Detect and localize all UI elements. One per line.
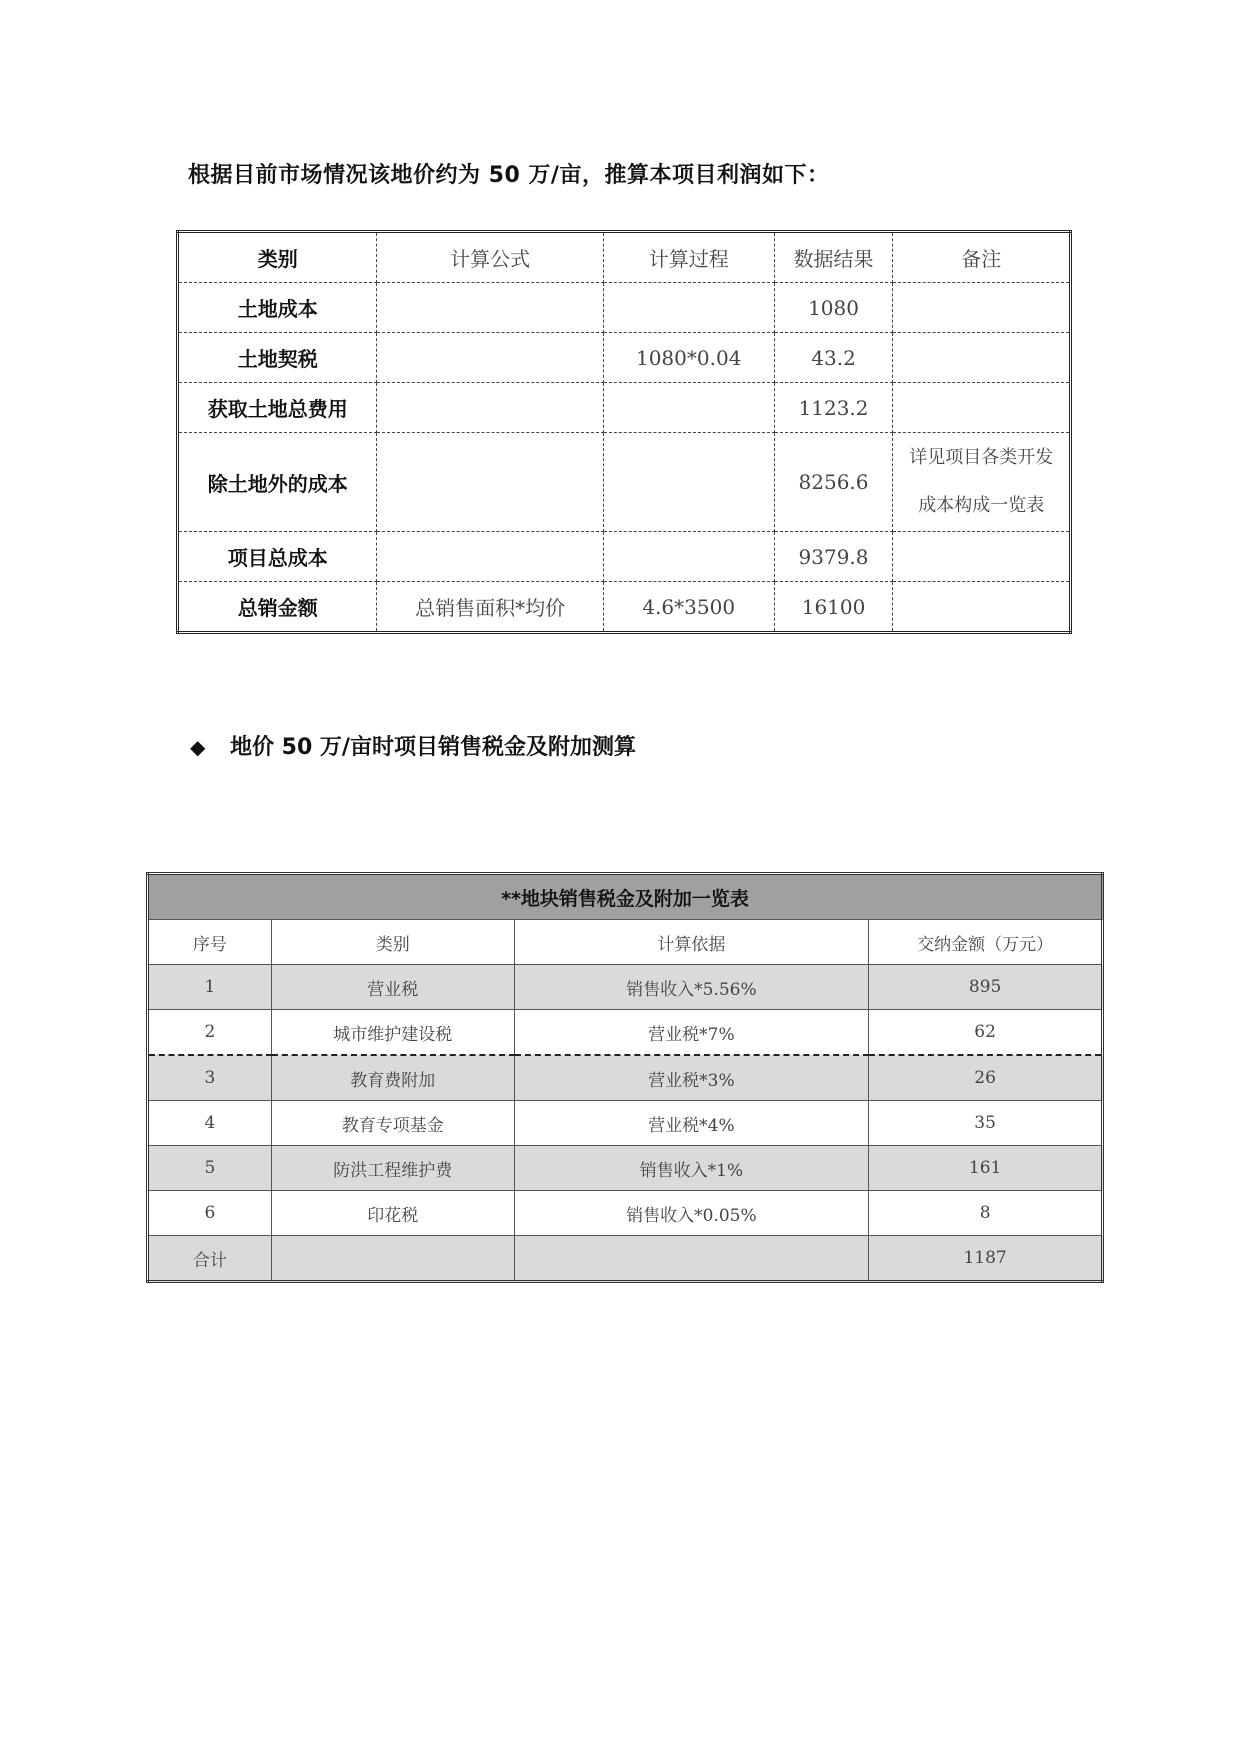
- row-formula: [377, 383, 603, 433]
- row-amount: 895: [869, 965, 1103, 1010]
- total-amount: 1187: [869, 1236, 1103, 1282]
- table-row: [178, 383, 1071, 433]
- row-basis: 销售收入*1%: [514, 1146, 869, 1191]
- row-note: [893, 283, 1071, 333]
- table-row: [148, 1101, 1103, 1146]
- header-note: 备注: [893, 232, 1071, 283]
- row-result: 43.2: [774, 333, 893, 383]
- header-process: 计算过程: [603, 232, 774, 283]
- row-no: 3: [148, 1055, 272, 1101]
- section-heading: [190, 730, 636, 761]
- row-amount: 62: [869, 1010, 1103, 1056]
- total-label: 合计: [148, 1236, 272, 1282]
- header-no: 序号: [148, 920, 272, 965]
- row-note: [893, 532, 1071, 582]
- row-process: 1080*0.04: [603, 333, 774, 383]
- header-result: 数据结果: [774, 232, 893, 283]
- row-basis: 销售收入*5.56%: [514, 965, 869, 1010]
- row-category: 教育专项基金: [271, 1101, 514, 1146]
- table-row: [148, 965, 1103, 1010]
- row-category: 项目总成本: [178, 532, 377, 582]
- row-category: 土地成本: [178, 283, 377, 333]
- row-formula: [377, 333, 603, 383]
- table-row: [148, 1055, 1103, 1101]
- row-note: [893, 383, 1071, 433]
- total-row: [148, 1236, 1103, 1282]
- row-category: 城市维护建设税: [271, 1010, 514, 1056]
- tax-table: [146, 872, 1104, 1283]
- row-process: [603, 283, 774, 333]
- row-note: [893, 333, 1071, 383]
- table-row: [148, 1146, 1103, 1191]
- header-category: 类别: [271, 920, 514, 965]
- header-formula: 计算公式: [377, 232, 603, 283]
- row-note: [893, 433, 1071, 532]
- row-formula: [377, 532, 603, 582]
- row-formula: 总销售面积*均价: [377, 582, 603, 633]
- note-line-1: 详见项目各类开发: [909, 447, 1054, 468]
- row-no: 6: [148, 1191, 272, 1236]
- row-no: 5: [148, 1146, 272, 1191]
- row-amount: 26: [869, 1055, 1103, 1101]
- table-row: [178, 283, 1071, 333]
- tax-table-header-row: [148, 920, 1103, 965]
- table-row: [148, 1010, 1103, 1056]
- row-basis: 营业税*3%: [514, 1055, 869, 1101]
- note-line-2: 成本构成一览表: [918, 495, 1045, 516]
- row-category: 总销金额: [178, 582, 377, 633]
- tax-table-title: **地块销售税金及附加一览表: [148, 874, 1103, 920]
- row-category: 教育费附加: [271, 1055, 514, 1101]
- row-basis: 营业税*4%: [514, 1101, 869, 1146]
- header-basis: 计算依据: [514, 920, 869, 965]
- tax-table-title-row: [148, 874, 1103, 920]
- row-basis: 销售收入*0.05%: [514, 1191, 869, 1236]
- table-row: [178, 433, 1071, 532]
- row-no: 1: [148, 965, 272, 1010]
- row-result: 9379.8: [774, 532, 893, 582]
- diamond-bullet-icon: ◆: [190, 735, 206, 759]
- header-amount: 交纳金额（万元）: [869, 920, 1103, 965]
- row-process: 4.6*3500: [603, 582, 774, 633]
- row-no: 4: [148, 1101, 272, 1146]
- row-formula: [377, 283, 603, 333]
- profit-table: [176, 230, 1072, 634]
- row-result: 1080: [774, 283, 893, 333]
- table-row: [178, 532, 1071, 582]
- row-process: [603, 383, 774, 433]
- intro-text: 根据目前市场情况该地价约为 50 万/亩，推算本项目利润如下：: [188, 163, 830, 188]
- row-no: 2: [148, 1010, 272, 1056]
- total-basis: [514, 1236, 869, 1282]
- header-category: 类别: [178, 232, 377, 283]
- section-heading-text: 地价 50 万/亩时项目销售税金及附加测算: [230, 735, 636, 760]
- row-amount: 161: [869, 1146, 1103, 1191]
- table-row: [178, 582, 1071, 633]
- row-category: 土地契税: [178, 333, 377, 383]
- row-amount: 35: [869, 1101, 1103, 1146]
- table-header-row: [178, 232, 1071, 283]
- row-process: [603, 532, 774, 582]
- table-row: [148, 1191, 1103, 1236]
- row-result: 16100: [774, 582, 893, 633]
- row-category: 获取土地总费用: [178, 383, 377, 433]
- row-category: 防洪工程维护费: [271, 1146, 514, 1191]
- row-category: 印花税: [271, 1191, 514, 1236]
- row-amount: 8: [869, 1191, 1103, 1236]
- row-basis: 营业税*7%: [514, 1010, 869, 1056]
- table-row: [178, 333, 1071, 383]
- row-formula: [377, 433, 603, 532]
- row-result: 1123.2: [774, 383, 893, 433]
- total-category: [271, 1236, 514, 1282]
- row-result: 8256.6: [774, 433, 893, 532]
- row-process: [603, 433, 774, 532]
- row-category: 营业税: [271, 965, 514, 1010]
- row-note: [893, 582, 1071, 633]
- row-category: 除土地外的成本: [178, 433, 377, 532]
